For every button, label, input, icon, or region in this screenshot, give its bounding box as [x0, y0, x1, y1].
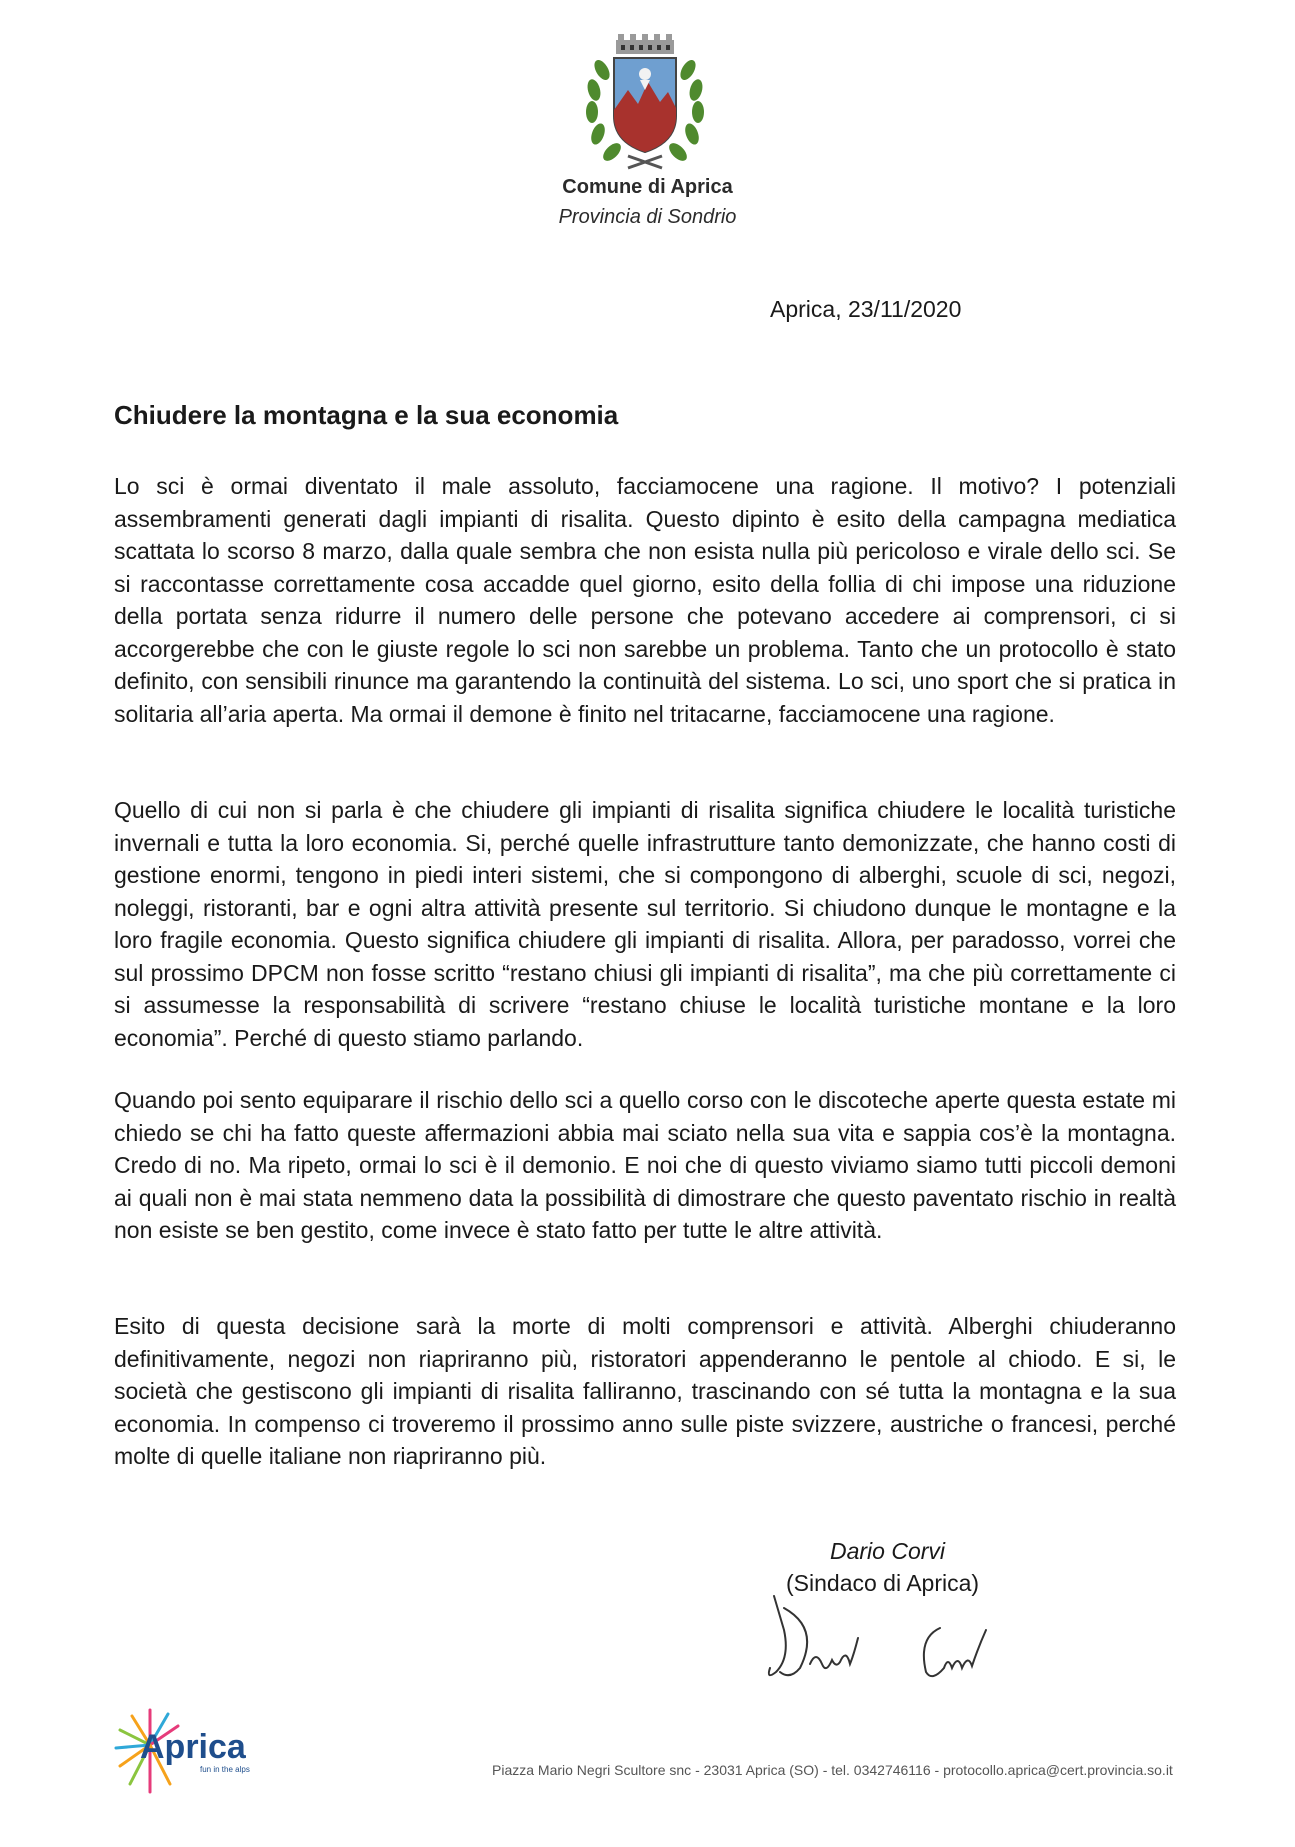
handwritten-signature [740, 1568, 1040, 1708]
aprica-logo [112, 1700, 292, 1805]
coat-of-arms-icon [580, 30, 710, 180]
paragraph: Lo sci è ormai diventato il male assoluto, facciamocene una ragione. Il motivo? I potenziali assembramenti generati dagli impianti di risalita. Questo dipinto è esito della campagna mediatica scattata lo scorso 8 marzo, dalla quale sembra che non esista nulla più pericoloso e virale dello sci. Se si raccontasse correttamente cosa accadde quel giorno, esito della follia di chi impose una riduzione della portata senza ridurre il numero delle persone che potevano accedere ai comprensori, ci si accorgerebbe che con le giuste regole lo sci non sarebbe un problema. Tanto che un protocollo è stato definito, con sensibili rinunce ma garantendo la continuità del sistema. Lo sci, uno sport che si pratica in solitaria all’aria aperta. Ma ormai il demone è finito nel tritacarne, facciamocene una ragione. [114, 473, 1176, 727]
svg-text:Aprica: Aprica [140, 1728, 246, 1766]
letter-title: Chiudere la montagna e la sua economia [114, 400, 619, 430]
letter-date: Aprica, 23/11/2020 [770, 296, 962, 322]
paragraph: Quello di cui non si parla è che chiudere gli impianti di risalita significa chiudere le località turistiche invernali e tutta la loro economia. Si, perché quelle infrastrutture tanto demonizzate, che hanno costi di gestione enormi, tengono in piedi interi sistemi, che si compongono di alberghi, scuole di sci, negozi, noleggi, ristoranti, bar e ogni altra attività presente sul territorio. Si chiudono dunque le montagne e la loro fragile economia. Questo significa chiudere gli impianti di risalita. Allora, per paradosso, vorrei che sul prossimo DPCM non fosse scritto “restano chiusi gli impianti di risalita”, ma che più correttamente ci si assumesse la responsabilità di scrivere “restano chiuse le località turistiche montane e la loro economia”. Perché di questo stiamo parlando. [114, 797, 1176, 1051]
footer-address: Piazza Mario Negri Scultore snc - 23031 Aprica (SO) - tel. 0342746116 - protocollo.aprica@cert.provincia.so.it [492, 1762, 1173, 1778]
paragraph: Quando poi sento equiparare il rischio dello sci a quello corso con le discoteche aperte questa estate mi chiedo se chi ha fatto queste affermazioni abbia mai sciato nella sua vita e sappia cos’è la montagna. Credo di no. Ma ripeto, ormai lo sci è il demonio. E noi che di questo viviamo siamo tutti piccoli demoni ai quali non è mai stata nemmeno data la possibilità di dimostrare che questo paventato rischio in realtà non esiste se ben gestito, come invece è stato fatto per tutte le altre attività. [114, 1087, 1176, 1243]
paragraph: Esito di questa decisione sarà la morte di molti comprensori e attività. Alberghi chiuderanno definitivamente, negozi non riapriranno più, ristoratori appenderanno le pentole al chiodo. E si, le società che gestiscono gli impianti di risalita falliranno, trascinando con sé tutta la montagna e la sua economia. In compenso ci troveremo il prossimo anno sulle piste svizzere, austriche o francesi, perché molte di quelle italiane non riapriranno più. [114, 1313, 1176, 1469]
svg-text:fun in the alps: fun in the alps [200, 1765, 250, 1774]
signatory-role: (Sindaco di Aprica) [786, 1570, 980, 1596]
organization-province: Provincia di Sondrio [558, 206, 737, 228]
organization-name: Comune di Aprica [562, 176, 733, 198]
signatory-name: Dario Corvi [830, 1538, 946, 1564]
